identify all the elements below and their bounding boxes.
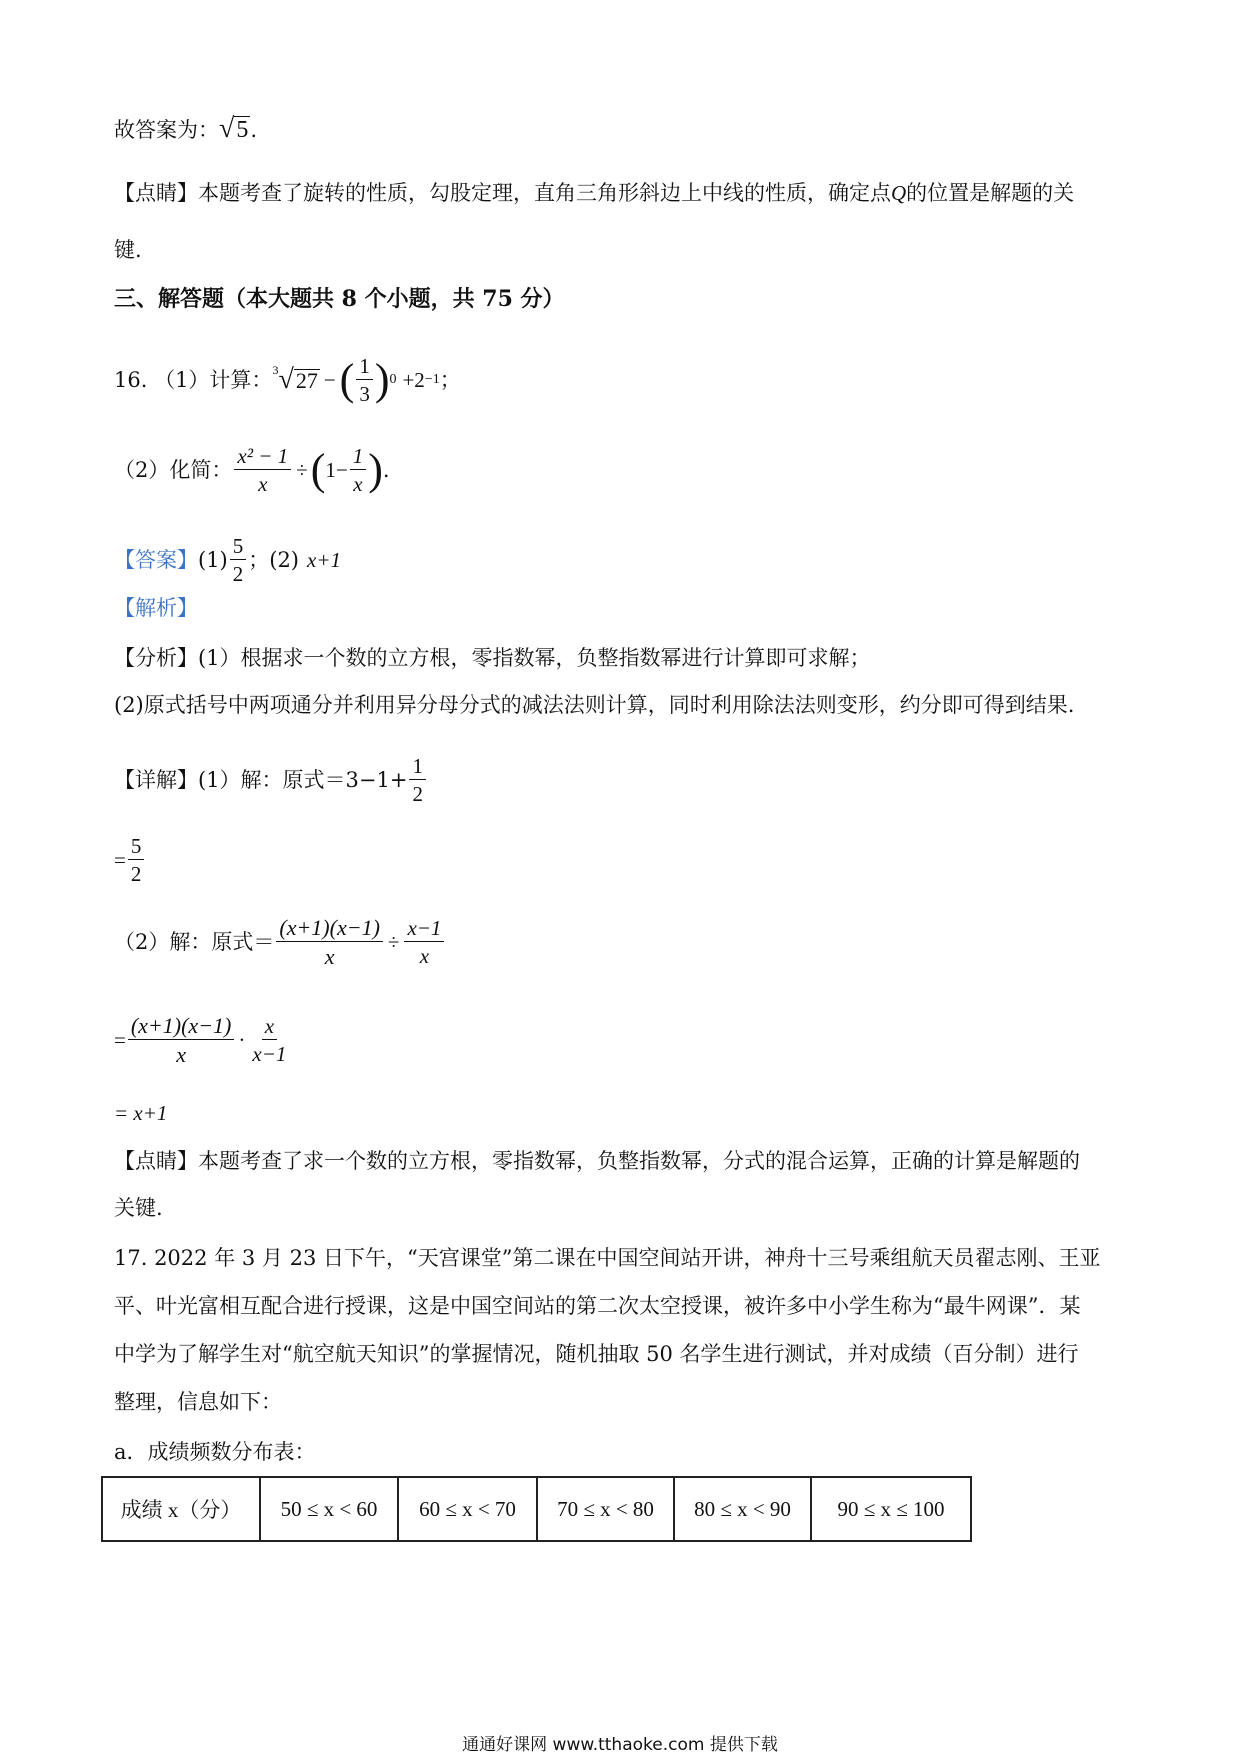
analysis-line-2: (2)原式括号中两项通分并利用异分母分式的减法法则计算，同时利用除法法则变形，约分即可得到结果.: [114, 693, 1075, 717]
frequency-table: [101, 1476, 972, 1542]
paren-open: (: [339, 355, 355, 404]
answer-label: 【答案】: [114, 547, 198, 572]
comment-line-1: [114, 183, 1074, 204]
frac-den: x: [258, 472, 268, 496]
answer-line: 故答案为：√5.: [114, 113, 258, 144]
frac-den: x: [176, 1042, 186, 1067]
one-minus: 1−: [325, 457, 348, 482]
frac-den: 2: [130, 862, 142, 886]
table-cell: 50 ≤ x < 60: [260, 1477, 398, 1541]
comment-line-1b: 键.: [114, 238, 142, 262]
detail-1: [114, 750, 428, 810]
table-cell: 90 ≤ x ≤ 100: [811, 1477, 971, 1541]
frac-num: 1: [356, 355, 373, 380]
frac-num: 5: [230, 535, 247, 560]
q17-line-2: 平、叶光富相互配合进行授课，这是中国空间站的第二次太空授课，被许多中小学生称为“最牛网课”．某: [114, 1294, 1081, 1318]
comment-line-2: 【点睛】本题考查了求一个数的立方根，零指数幂，负整指数幂，分式的混合运算，正确的计算是解题的: [114, 1149, 1080, 1173]
divide-sign: ÷: [296, 457, 308, 482]
comment-line-2b: 关键.: [114, 1196, 163, 1220]
answer-1-prefix: (1): [198, 547, 228, 572]
frac-den: 2: [412, 782, 423, 806]
frac-num: x: [262, 1015, 277, 1040]
detail-4-fraction-2: [249, 1015, 289, 1065]
exponent-zero: 0: [389, 372, 397, 387]
q17-line-1: 17. 2022 年 3 月 23 日下午，“天宫课堂”第二课在中国空间站开讲，神舟十三号乘组航天员翟志刚、王亚: [114, 1246, 1101, 1270]
frac-num: x² − 1: [234, 445, 291, 470]
table-cell: 80 ≤ x < 90: [674, 1477, 811, 1541]
comment1-text-a: 【点睛】本题考查了旋转的性质，勾股定理，直角三角形斜边上中线的性质，确定点: [114, 181, 891, 205]
answer-block: [114, 530, 341, 590]
q16-part1: [114, 350, 461, 410]
sqrt-radicand: 5: [236, 117, 249, 143]
detail-4-fraction: [128, 1014, 235, 1066]
q17-line-4: 整理，信息如下：: [114, 1390, 282, 1414]
detail-3-fraction: [276, 916, 383, 968]
comment1-text-b: 的位置是解题的关: [906, 181, 1075, 205]
frac-den: x−1: [252, 1042, 287, 1066]
q16-2-end: .: [382, 457, 390, 482]
cbrt-radicand: 27: [295, 367, 318, 393]
q16-1-end: ；: [439, 367, 461, 392]
multiply-dot: ·: [238, 1027, 246, 1052]
q16-1-prefix: 16. （1）计算：: [114, 367, 273, 392]
plus-two: +2: [402, 367, 425, 392]
frac-num: x−1: [404, 917, 444, 942]
minus-sign: −: [323, 367, 336, 392]
answer-2-value: x+1: [307, 547, 341, 572]
fraction-one-third: [356, 355, 373, 405]
answer-prefix: 故答案为：: [114, 118, 219, 142]
frac-num: 1: [350, 445, 367, 470]
point-q: Q: [891, 181, 907, 205]
frac-den: x: [353, 472, 363, 496]
detail-2: [114, 830, 146, 890]
detail-3-prefix: （2）解：原式＝: [114, 929, 275, 954]
fraction-1-over-x: [350, 445, 367, 495]
frac-den: x: [419, 944, 430, 968]
equals-sign: =: [114, 1027, 126, 1052]
answer-fraction: [230, 535, 247, 585]
paren-open: (: [310, 445, 326, 494]
table-row: [102, 1477, 971, 1541]
fraction-x2-1-over-x: [234, 445, 291, 495]
frac-den: 2: [232, 562, 244, 586]
detail-5: = x+1: [114, 1101, 168, 1125]
footer-watermark: 通通好课网 www.tthaoke.com 提供下载: [462, 1735, 778, 1755]
q16-part2: [114, 440, 390, 500]
frac-num: (x+1)(x−1): [128, 1014, 235, 1040]
detail-3-fraction-2: [404, 917, 444, 967]
frac-num: (x+1)(x−1): [276, 916, 383, 942]
equals-sign: =: [114, 847, 126, 872]
table-cell: 60 ≤ x < 70: [398, 1477, 537, 1541]
detail-1-prefix: 【详解】(1）解：原式＝3−1+: [114, 767, 408, 792]
frac-den: 3: [359, 382, 370, 406]
table-header-cell: 成绩 x（分）: [102, 1477, 260, 1541]
root-index: 3: [272, 363, 279, 377]
frac-num: 1: [409, 755, 426, 780]
detail-4: [114, 1010, 291, 1070]
paren-close: ): [374, 355, 390, 404]
cbrt-sign: √: [278, 364, 294, 395]
paren-close: ): [368, 445, 383, 494]
analysis-label: 【解析】: [114, 596, 198, 620]
frac-num: 5: [128, 835, 145, 860]
q17-a-label: a．成绩频数分布表：: [114, 1440, 316, 1464]
sqrt-sign: √: [219, 113, 235, 144]
detail-1-fraction: [409, 755, 426, 805]
answer-2-prefix: ；(2): [248, 547, 299, 572]
section-title: 三、解答题（本大题共 8 个小题，共 75 分）: [114, 286, 565, 312]
analysis-line-1: 【分析】(1）根据求一个数的立方根，零指数幂，负整指数幂进行计算即可求解；: [114, 646, 871, 670]
frac-den: x: [324, 944, 335, 969]
q16-2-prefix: （2）化简：: [114, 457, 233, 482]
divide-sign: ÷: [387, 929, 400, 954]
detail-2-fraction: [128, 835, 145, 885]
q17-line-3: 中学为了解学生对“航空航天知识”的掌握情况，随机抽取 50 名学生进行测试，并对成绩（百分制）进行: [114, 1342, 1079, 1366]
exponent-neg1: −1: [424, 372, 440, 387]
detail-3: [114, 912, 446, 972]
table-cell: 70 ≤ x < 80: [537, 1477, 674, 1541]
